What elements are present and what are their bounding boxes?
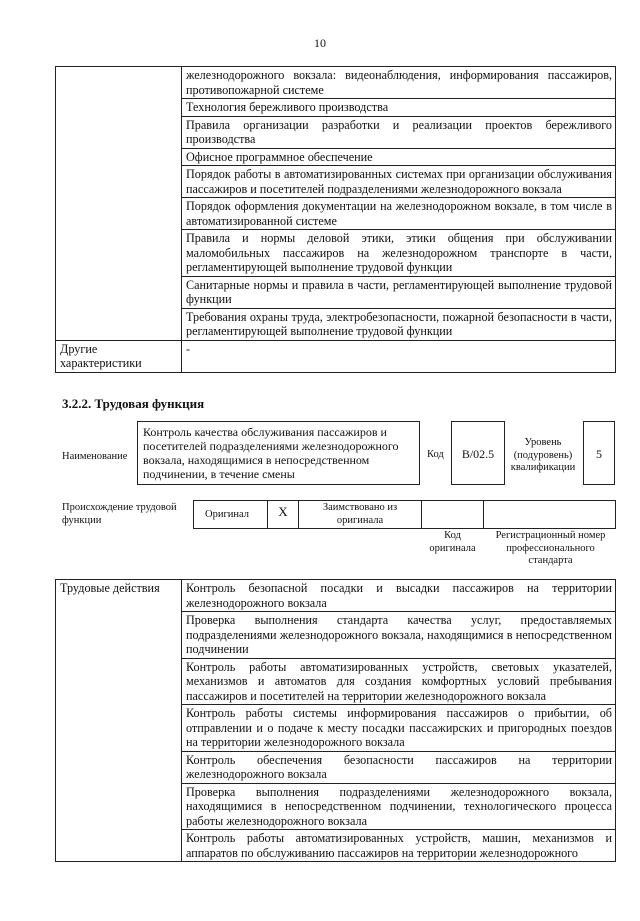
level-label: Уровень (подуровень) квалификации [510, 437, 576, 473]
knowledge-item: Офисное программное обеспечение [182, 148, 616, 166]
labor-actions-table [55, 579, 616, 862]
labor-action: Контроль работы автоматизированных устройств, световых указателей, механизмов и автоматов для создания комфортных условий пребывания пассажиров и посетителей на территории железнодорожного вокзала [182, 658, 616, 705]
other-characteristics-value: - [182, 340, 616, 372]
name-label: Наименование [62, 451, 128, 462]
code-label: Код [427, 449, 444, 460]
registration-caption: Регистрационный номер профессионального стандарта [495, 530, 606, 566]
labor-action: Проверка выполнения подразделениями железнодорожного вокзала, находящимися в непосредственном подчинении, технологического процесса работы железнодорожного вокзала [182, 783, 616, 830]
knowledge-item: Технология бережливого производства [182, 99, 616, 117]
original-code-box [421, 500, 484, 529]
original-code-caption: Код оригинала [429, 530, 476, 554]
empty-label-cell [56, 67, 182, 341]
code-value: B/02.5 [461, 447, 495, 461]
code-box [451, 421, 505, 485]
level-value: 5 [596, 447, 602, 461]
borrowed-label: Заимствовано из оригинала [322, 502, 398, 526]
labor-actions-label: Трудовые действия [56, 580, 182, 862]
knowledge-item: Порядок работы в автоматизированных системах при организации обслуживания пассажиров и посетителей подразделениями железнодорожного вокзала [182, 166, 616, 198]
labor-action: Контроль обеспечения безопасности пассажиров на территории железнодорожного вокзала [182, 751, 616, 783]
labor-action: Контроль работы автоматизированных устройств, машин, механизмов и аппаратов по обслуживанию пассажиров на территории железнодорожного [182, 830, 616, 862]
table-row [56, 580, 616, 612]
function-name: Контроль качества обслуживания пассажиров и посетителей подразделениями железнодорожного вокзала, находящимися в непосредственном подчинении, в течение смены [143, 425, 399, 481]
table-row [56, 67, 616, 99]
original-label: Оригинал [205, 509, 249, 520]
original-mark: X [278, 504, 288, 519]
labor-action: Контроль безопасной посадки и высадки пассажиров на территории железнодорожного вокзала [182, 580, 616, 612]
knowledge-item: железнодорожного вокзала: видеонаблюдения, информирования пассажиров, противопожарной системе [182, 67, 616, 99]
section-heading: 3.2.2. Трудовая функция [62, 396, 205, 411]
level-box [583, 421, 615, 485]
labor-action: Проверка выполнения стандарта качества услуг, предоставляемых подразделениями железнодорожного вокзала, находящимися в непосредственном подчинении [182, 612, 616, 659]
labor-action: Контроль работы системы информирования пассажиров о прибытии, об отправлении и о подаче к месту посадки пассажирских и пригородных поездов на территории железнодорожного вокзала [182, 705, 616, 752]
page-number: 10 [314, 36, 326, 50]
knowledge-item: Санитарные нормы и правила в части, регламентирующей выполнение трудовой функции [182, 276, 616, 308]
knowledge-item: Требования охраны труда, электробезопасности, пожарной безопасности в части, регламентирующей выполнение трудовой функции [182, 308, 616, 340]
knowledge-table [55, 66, 616, 373]
knowledge-item: Порядок оформления документации на железнодорожном вокзале, в том числе в автоматизированной системе [182, 198, 616, 230]
knowledge-item: Правила и нормы деловой этики, этики общения при обслуживании маломобильных пассажиров на железнодорожном транспорте в части, регламентирующей выполнение трудовой функции [182, 230, 616, 277]
function-name-box [137, 421, 420, 485]
origin-label: Происхождение трудовой функции [62, 502, 177, 526]
other-characteristics-label: Другие характеристики [56, 340, 182, 372]
table-row [56, 340, 616, 372]
knowledge-item: Правила организации разработки и реализации проектов бережливого производства [182, 116, 616, 148]
